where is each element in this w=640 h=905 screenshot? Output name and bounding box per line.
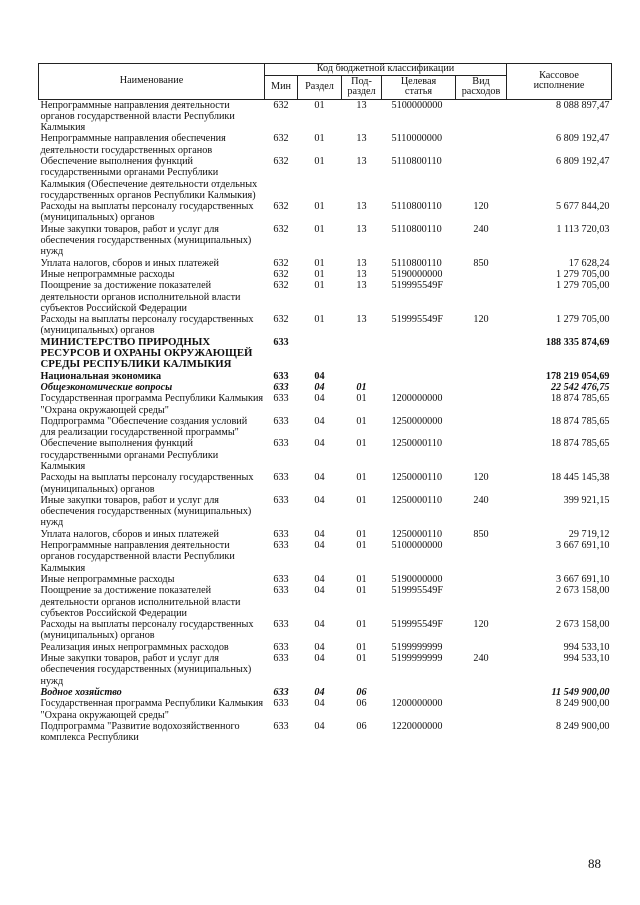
row-name: Иные непрограммные расходы [40, 573, 175, 585]
row-name: Расходы на выплаты персоналу государственных (муниципальных) органов [40, 201, 254, 224]
row-razdel: 04 [314, 540, 325, 552]
table-header [39, 64, 612, 100]
row-razdel: 04 [314, 528, 325, 540]
table-row [39, 224, 612, 258]
row-vid [456, 337, 507, 371]
row-razdel: 01 [314, 257, 325, 269]
row-name: Подпрограмма "Обеспечение создания условий для реализации государственной программы" [40, 415, 248, 439]
row-vid [456, 156, 507, 201]
row-celevaya: 1250000110 [391, 438, 443, 450]
row-razdel: 04 [314, 393, 325, 405]
row-podrazdel: 01 [356, 619, 367, 631]
row-name: Поощрение за достижение показателей деятельности органов исполнительной власти субъектов Российской Федерации [40, 585, 241, 619]
row-min: 632 [273, 201, 289, 213]
row-vid [456, 416, 507, 439]
table-row [39, 495, 612, 529]
table-row [39, 258, 612, 269]
row-name: Национальная экономика [40, 370, 162, 382]
row-sum: 2 673 158,00 [556, 585, 610, 597]
row-name: Расходы на выплаты персоналу государственных (муниципальных) органов [40, 472, 254, 495]
row-celevaya: 1200000000 [391, 698, 443, 710]
row-min: 633 [273, 686, 289, 698]
header-name: Наименование [39, 64, 265, 100]
row-name: Иные непрограммные расходы [40, 268, 175, 280]
header-kassovoe: Кассовое исполнение [507, 64, 612, 100]
row-name: Расходы на выплаты персоналу государственных (муниципальных) органов [40, 619, 254, 642]
table-row [39, 642, 612, 653]
row-podrazdel: 01 [356, 415, 367, 427]
row-sum: 8 249 900,00 [556, 720, 610, 732]
row-min: 632 [273, 155, 289, 167]
header-min: Мин [265, 75, 298, 99]
row-sum: 1 279 705,00 [556, 268, 610, 280]
row-celevaya: 5110000000 [391, 133, 443, 145]
row-podrazdel: 01 [356, 381, 367, 393]
row-sum: 22 542 476,75 [550, 381, 610, 393]
row-min: 633 [273, 653, 289, 665]
header-razdel: Раздел [298, 75, 342, 99]
row-min: 633 [273, 415, 289, 427]
table-row [39, 99, 612, 133]
row-name: Уплата налогов, сборов и иных платежей [40, 257, 219, 269]
row-vid: 240 [473, 223, 489, 235]
row-razdel: 04 [314, 415, 325, 427]
row-razdel: 04 [314, 438, 325, 450]
table-row [39, 371, 612, 382]
row-podrazdel: 06 [356, 686, 367, 698]
row-razdel: 04 [314, 653, 325, 665]
table-row [39, 540, 612, 574]
header-vid: Вид расходов [456, 75, 507, 99]
row-razdel: 04 [314, 573, 325, 585]
row-sum: 17 628,24 [568, 257, 610, 269]
row-celevaya: 5190000000 [391, 573, 443, 585]
row-min: 633 [273, 641, 289, 653]
row-podrazdel: 06 [356, 698, 367, 710]
row-podrazdel [342, 371, 382, 382]
row-vid [456, 382, 507, 393]
row-celevaya: 1200000000 [391, 393, 443, 405]
row-celevaya: 5110800110 [391, 257, 442, 269]
row-name: Водное хозяйство [40, 686, 122, 698]
row-min: 632 [273, 257, 289, 269]
row-podrazdel: 01 [356, 528, 367, 540]
table-row [39, 337, 612, 371]
row-razdel: 01 [314, 155, 325, 167]
row-podrazdel: 13 [356, 257, 367, 269]
row-podrazdel [342, 337, 382, 371]
row-min: 633 [273, 370, 289, 382]
row-sum: 6 809 192,47 [556, 133, 610, 145]
row-min: 632 [273, 133, 289, 145]
row-sum: 178 219 054,69 [545, 370, 610, 382]
row-min: 633 [273, 585, 289, 597]
row-sum: 3 667 691,10 [556, 540, 610, 552]
row-sum: 994 533,10 [563, 641, 610, 653]
row-sum: 18 874 785,65 [550, 393, 610, 405]
table-row [39, 619, 612, 642]
row-razdel: 04 [314, 585, 325, 597]
table-row [39, 314, 612, 337]
row-min: 633 [273, 573, 289, 585]
row-vid [456, 585, 507, 619]
row-razdel: 04 [314, 641, 325, 653]
table-row [39, 156, 612, 201]
table-row [39, 438, 612, 472]
table-row [39, 721, 612, 744]
table-row [39, 585, 612, 619]
row-razdel: 04 [314, 720, 325, 732]
table-row [39, 133, 612, 156]
page-number: 88 [588, 856, 601, 871]
row-podrazdel: 13 [356, 155, 367, 167]
row-celevaya [382, 337, 456, 371]
row-razdel: 01 [314, 99, 325, 111]
row-sum: 6 809 192,47 [556, 155, 610, 167]
row-sum: 3 667 691,10 [556, 573, 610, 585]
table-row [39, 393, 612, 416]
row-vid: 850 [473, 528, 489, 540]
row-name: Непрограммные направления деятельности органов государственной власти Республики Калмыкия [40, 540, 235, 574]
row-name: Непрограммные направления деятельности органов государственной власти Республики Калмыкия [40, 99, 235, 134]
row-razdel: 01 [314, 223, 325, 235]
row-celevaya: 519995549F [391, 314, 444, 326]
row-vid [456, 280, 507, 314]
row-celevaya: 5110800110 [391, 223, 442, 235]
row-name: Государственная программа Республики Калмыкия "Охрана окружающей среды" [40, 393, 264, 416]
row-name: Уплата налогов, сборов и иных платежей [40, 528, 219, 540]
row-vid: 850 [473, 257, 489, 269]
row-min: 632 [273, 268, 289, 280]
row-name: Поощрение за достижение показателей деятельности органов исполнительной власти субъектов Российской Федерации [40, 280, 241, 314]
row-celevaya: 5100000000 [391, 99, 443, 111]
row-min: 633 [273, 336, 289, 348]
row-sum: 8 249 900,00 [556, 698, 610, 710]
row-vid: 120 [473, 201, 489, 213]
row-celevaya: 5100000000 [391, 540, 443, 552]
row-name: Расходы на выплаты персоналу государственных (муниципальных) органов [40, 314, 254, 337]
row-min: 633 [273, 528, 289, 540]
row-razdel: 01 [314, 268, 325, 280]
row-razdel: 01 [314, 314, 325, 326]
row-sum: 18 874 785,65 [550, 415, 610, 427]
table-row [39, 687, 612, 698]
row-name: Непрограммные направления обеспечения деятельности государственных органов [40, 133, 226, 156]
row-podrazdel: 13 [356, 201, 367, 213]
row-sum: 2 673 158,00 [556, 619, 610, 631]
table-row [39, 574, 612, 585]
header-podrazdel: Под- раздел [342, 75, 382, 99]
row-sum: 18 445 145,38 [550, 472, 610, 484]
row-sum: 29 719,12 [568, 528, 610, 540]
row-sum: 1 279 705,00 [556, 314, 610, 326]
row-sum: 1 113 720,03 [556, 223, 610, 235]
row-podrazdel: 01 [356, 653, 367, 665]
row-celevaya: 1250000000 [391, 415, 443, 427]
row-min: 633 [273, 381, 289, 393]
row-razdel: 01 [314, 201, 325, 213]
row-min: 632 [273, 99, 289, 111]
row-min: 633 [273, 472, 289, 484]
row-celevaya: 519995549F [391, 280, 444, 292]
row-min: 633 [273, 698, 289, 710]
row-min: 633 [273, 393, 289, 405]
row-min: 632 [273, 223, 289, 235]
budget-table [38, 63, 612, 743]
row-razdel: 04 [314, 370, 325, 382]
header-celevaya: Целевая статья [382, 75, 456, 99]
row-name: Реализация иных непрограммных расходов [40, 641, 229, 653]
row-podrazdel: 13 [356, 223, 367, 235]
row-min: 633 [273, 720, 289, 732]
row-sum: 5 677 844,20 [556, 201, 610, 213]
row-name: Иные закупки товаров, работ и услуг для обеспечения государственных (муниципальных) нужд [40, 223, 252, 258]
row-celevaya: 5190000000 [391, 268, 443, 280]
row-vid: 120 [473, 314, 489, 326]
row-razdel: 04 [314, 381, 325, 393]
table-row [39, 416, 612, 439]
row-name: МИНИСТЕРСТВО ПРИРОДНЫХ РЕСУРСОВ И ОХРАНЫ ОКРУЖАЮЩЕЙ СРЕДЫ РЕСПУБЛИКИ КАЛМЫКИЯ [40, 335, 253, 371]
row-podrazdel: 01 [356, 585, 367, 597]
row-celevaya: 519995549F [391, 585, 444, 597]
header-code-group: Код бюджетной классификации [265, 64, 507, 76]
table-row [39, 472, 612, 495]
row-podrazdel: 01 [356, 573, 367, 585]
row-vid: 120 [473, 619, 489, 631]
row-podrazdel: 01 [356, 472, 367, 484]
row-vid [456, 269, 507, 280]
row-razdel: 01 [314, 280, 325, 292]
row-vid [456, 698, 507, 721]
row-sum: 8 088 897,47 [556, 99, 610, 111]
row-sum: 18 874 785,65 [550, 438, 610, 450]
row-min: 633 [273, 494, 289, 506]
row-name: Иные закупки товаров, работ и услуг для обеспечения государственных (муниципальных) нужд [40, 653, 252, 687]
row-celevaya [382, 371, 456, 382]
row-podrazdel: 13 [356, 314, 367, 326]
row-name: Обеспечение выполнения функций государственными органами Республики Калмыкия [40, 438, 219, 472]
row-podrazdel: 13 [356, 280, 367, 292]
row-vid [456, 574, 507, 585]
row-razdel: 01 [314, 133, 325, 145]
row-sum: 994 533,10 [563, 653, 610, 665]
row-podrazdel: 13 [356, 133, 367, 145]
row-vid [456, 99, 507, 133]
row-razdel: 04 [314, 686, 325, 698]
row-name: Государственная программа Республики Калмыкия "Охрана окружающей среды" [40, 698, 264, 721]
row-podrazdel: 01 [356, 438, 367, 450]
table-row [39, 269, 612, 280]
row-podrazdel: 13 [356, 268, 367, 280]
row-min: 633 [273, 438, 289, 450]
row-sum: 1 279 705,00 [556, 280, 610, 292]
row-podrazdel: 01 [356, 494, 367, 506]
row-vid [456, 393, 507, 416]
row-podrazdel: 13 [356, 99, 367, 111]
table-row [39, 529, 612, 540]
row-vid [456, 687, 507, 698]
row-podrazdel: 01 [356, 641, 367, 653]
row-name: Общеэкономические вопросы [40, 381, 173, 393]
table-row [39, 280, 612, 314]
row-podrazdel: 01 [356, 540, 367, 552]
row-celevaya [382, 687, 456, 698]
row-podrazdel: 01 [356, 393, 367, 405]
table-row [39, 698, 612, 721]
row-name: Обеспечение выполнения функций государственными органами Республики Калмыкия (Обеспечение деятельности отдельных государственных органов Республики Калмыкия) [40, 155, 258, 201]
row-min: 633 [273, 619, 289, 631]
row-vid: 240 [473, 494, 489, 506]
row-vid [456, 540, 507, 574]
row-vid: 120 [473, 472, 489, 484]
row-celevaya: 1250000110 [391, 494, 443, 506]
row-celevaya: 1220000000 [391, 720, 443, 732]
table-body [39, 99, 612, 743]
row-min: 633 [273, 540, 289, 552]
row-vid: 240 [473, 653, 489, 665]
table-row [39, 653, 612, 687]
table-row [39, 382, 612, 393]
row-name: Подпрограмма "Развитие водохозяйственного комплекса Республики [40, 720, 240, 744]
row-celevaya: 5199999999 [391, 641, 443, 653]
row-vid [456, 133, 507, 156]
row-celevaya: 5110800110 [391, 155, 442, 167]
row-celevaya: 1250000110 [391, 472, 443, 484]
row-celevaya [382, 382, 456, 393]
row-celevaya: 519995549F [391, 619, 444, 631]
row-celevaya: 5199999999 [391, 653, 443, 665]
row-sum: 11 549 900,00 [551, 686, 610, 698]
row-min: 632 [273, 314, 289, 326]
row-celevaya: 1250000110 [391, 528, 443, 540]
row-razdel [298, 337, 342, 371]
row-sum: 188 335 874,69 [545, 336, 610, 348]
row-vid [456, 438, 507, 472]
table-row [39, 201, 612, 224]
row-celevaya: 5110800110 [391, 201, 442, 213]
row-razdel: 04 [314, 698, 325, 710]
row-sum: 399 921,15 [563, 494, 610, 506]
row-vid [456, 642, 507, 653]
row-razdel: 04 [314, 472, 325, 484]
row-razdel: 04 [314, 494, 325, 506]
row-min: 632 [273, 280, 289, 292]
row-vid [456, 721, 507, 744]
row-name: Иные закупки товаров, работ и услуг для обеспечения государственных (муниципальных) нужд [40, 494, 252, 529]
row-razdel: 04 [314, 619, 325, 631]
row-vid [456, 371, 507, 382]
row-podrazdel: 06 [356, 720, 367, 732]
